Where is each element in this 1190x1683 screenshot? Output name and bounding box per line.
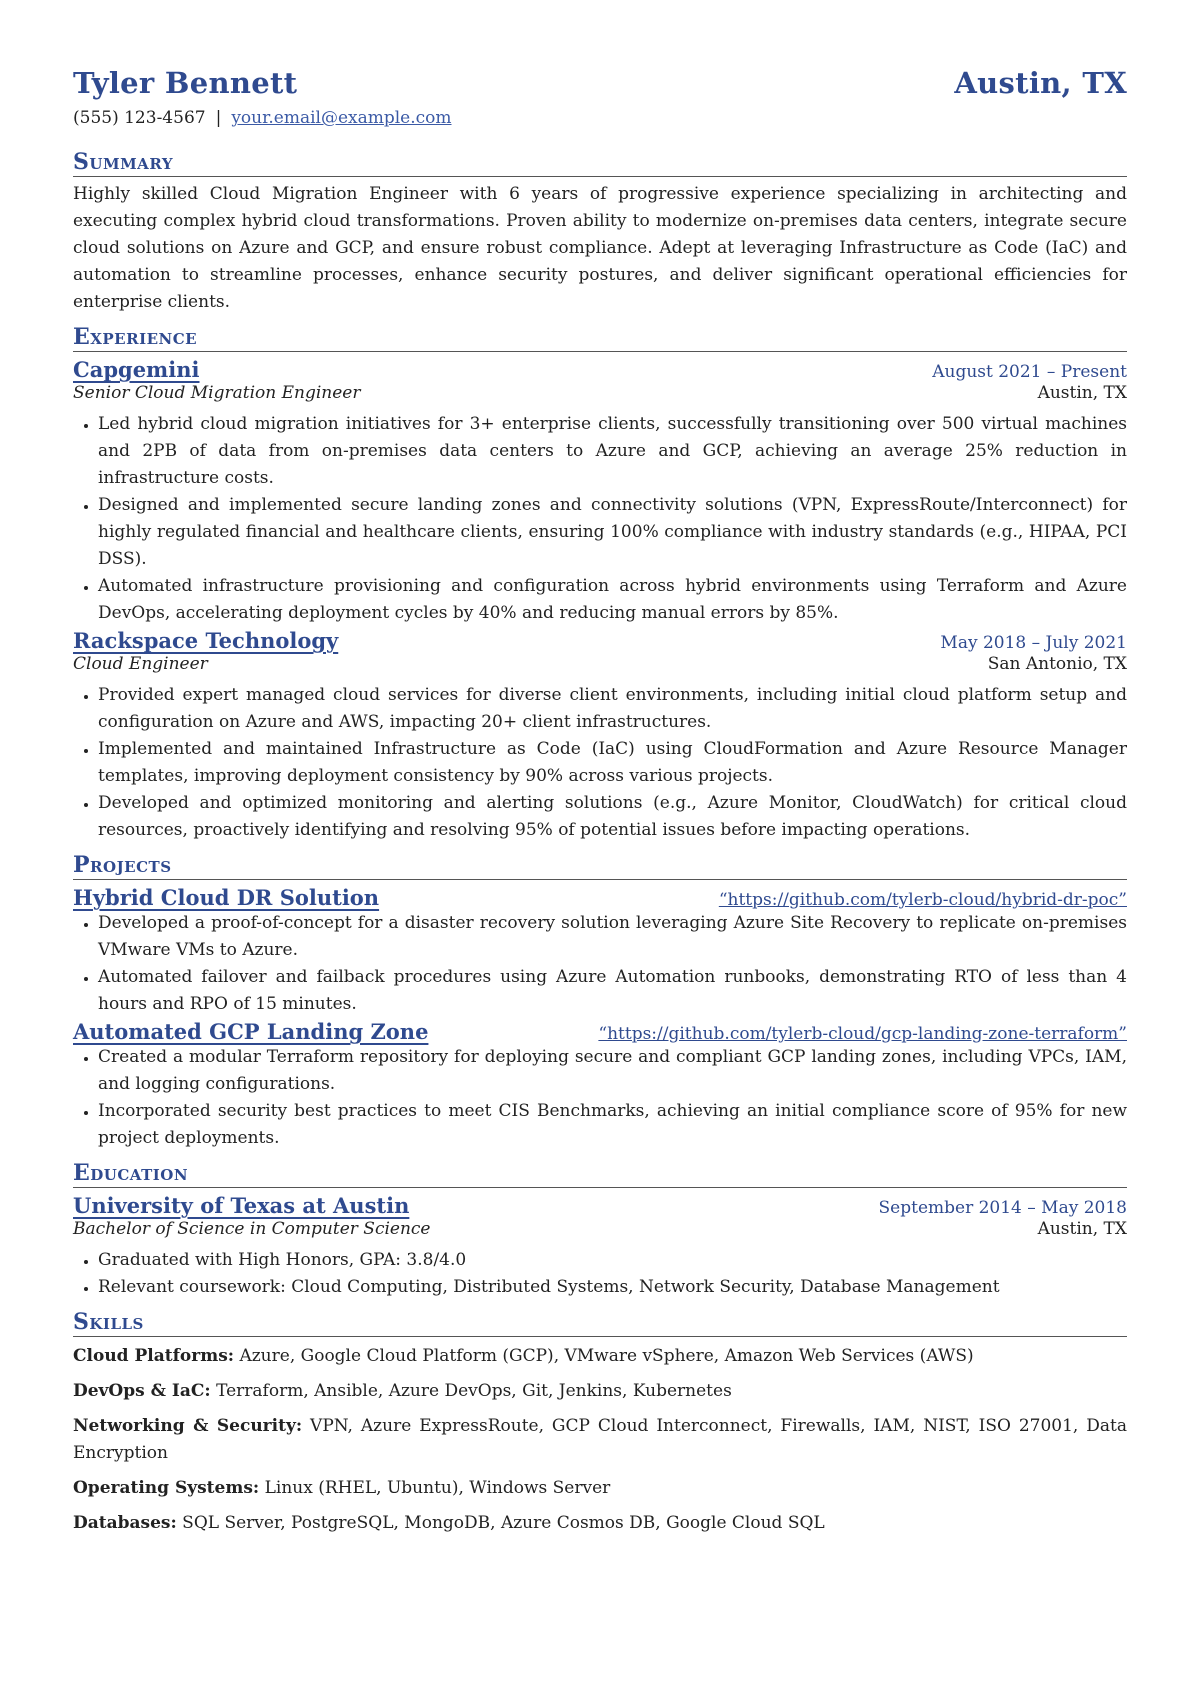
project-name: Hybrid Cloud DR Solution	[73, 885, 380, 910]
bullet-item: • Incorporated security best practices to meet CIS Benchmarks, achieving an initial compliance score of 95% for new project deployments.	[98, 1098, 1127, 1152]
skill-label: Cloud Platforms:	[73, 1346, 235, 1366]
project-link[interactable]: “https://github.com/tylerb-cloud/gcp-landing-zone-terraform”	[598, 1024, 1127, 1044]
project-bullets	[73, 1044, 1127, 1152]
company-name: Rackspace Technology	[73, 628, 339, 653]
resume-page	[73, 66, 1127, 1537]
skill-value: Azure, Google Cloud Platform (GCP), VMware vSphere, Amazon Web Services (AWS)	[239, 1346, 974, 1366]
bullet-item: • Graduated with High Honors, GPA: 3.8/4.0	[98, 1247, 1127, 1274]
project-name: Automated GCP Landing Zone	[73, 1019, 429, 1044]
section-title-experience: Experience	[73, 324, 1127, 352]
education-dates: September 2014 – May 2018	[878, 1198, 1127, 1218]
contact-line	[73, 108, 1127, 132]
job-location: Austin, TX	[1037, 383, 1127, 403]
education-entry	[73, 1193, 1127, 1301]
experience-section	[73, 324, 1127, 844]
resume-header	[73, 66, 1127, 106]
project-bullets	[73, 910, 1127, 1018]
bullet-item: • Automated failover and failback procedures using Azure Automation runbooks, demonstrating RTO of less than 4 hours and RPO of 15 minutes.	[98, 964, 1127, 1018]
education-bullets	[73, 1247, 1127, 1301]
job-entry-capgemini	[73, 357, 1127, 627]
section-title-education: Education	[73, 1160, 1127, 1188]
skill-label: Databases:	[73, 1513, 177, 1533]
project-entry	[73, 885, 1127, 1018]
candidate-location: Austin, TX	[954, 66, 1127, 100]
project-link[interactable]: “https://github.com/tylerb-cloud/hybrid-dr-poc”	[718, 890, 1127, 910]
skill-row	[73, 1378, 1127, 1405]
job-dates: August 2021 – Present	[932, 362, 1127, 382]
job-bullets	[73, 682, 1127, 844]
section-title-skills: Skills	[73, 1309, 1127, 1337]
degree: Bachelor of Science in Computer Science	[73, 1219, 431, 1239]
bullet-item: • Designed and implemented secure landing zones and connectivity solutions (VPN, ExpressRoute/Interconnect) for highly regulated financial and healthcare clients, ensuring 100% compliance with industry standards (e.g., HIPAA, PCI DSS).	[98, 492, 1127, 573]
skill-row	[73, 1510, 1127, 1537]
job-location: San Antonio, TX	[987, 654, 1127, 674]
skill-value: Linux (RHEL, Ubuntu), Windows Server	[264, 1478, 611, 1498]
bullet-item: • Led hybrid cloud migration initiatives for 3+ enterprise clients, successfully transitioning over 500 virtual machines and 2PB of data from on-premises data centers to Azure and GCP, achieving an average 25% reduction in infrastructure costs.	[98, 411, 1127, 492]
skill-row	[73, 1343, 1127, 1370]
phone-number: (555) 123-4567	[73, 108, 206, 128]
bullet-item: • Provided expert managed cloud services for diverse client environments, including initial cloud platform setup and configuration on Azure and AWS, impacting 20+ client infrastructures.	[98, 682, 1127, 736]
section-title-summary: Summary	[73, 149, 1127, 177]
skill-value: SQL Server, PostgreSQL, MongoDB, Azure Cosmos DB, Google Cloud SQL	[182, 1513, 825, 1533]
projects-section	[73, 852, 1127, 1152]
bullet-item: • Developed and optimized monitoring and alerting solutions (e.g., Azure Monitor, CloudWatch) for critical cloud resources, proactively identifying and resolving 95% of potential issues before impacting operations.	[98, 790, 1127, 844]
skill-label: Operating Systems:	[73, 1478, 260, 1498]
skill-row	[73, 1413, 1127, 1467]
skill-label: Networking & Security:	[73, 1416, 303, 1436]
email-link[interactable]: your.email@example.com	[231, 108, 452, 128]
job-bullets	[73, 411, 1127, 627]
education-location: Austin, TX	[1037, 1219, 1127, 1239]
bullet-item: • Automated infrastructure provisioning and configuration across hybrid environments using Terraform and Azure DevOps, accelerating deployment cycles by 40% and reducing manual errors by 85%.	[98, 573, 1127, 627]
bullet-item: • Implemented and maintained Infrastructure as Code (IaC) using CloudFormation and Azure Resource Manager templates, improving deployment consistency by 90% across various projects.	[98, 736, 1127, 790]
school-name: University of Texas at Austin	[73, 1193, 410, 1218]
job-role: Cloud Engineer	[73, 654, 208, 674]
summary-section	[73, 149, 1127, 316]
education-section	[73, 1160, 1127, 1301]
job-entry-rackspace	[73, 628, 1127, 844]
skill-value: Terraform, Ansible, Azure DevOps, Git, Jenkins, Kubernetes	[216, 1381, 732, 1401]
contact-separator: |	[215, 108, 222, 128]
skill-value: VPN, Azure ExpressRoute, GCP Cloud Interconnect, Firewalls, IAM, NIST, ISO 27001, Data Encryption	[73, 1416, 1128, 1463]
company-name: Capgemini	[73, 357, 200, 382]
skills-section	[73, 1309, 1127, 1537]
summary-text: Highly skilled Cloud Migration Engineer with 6 years of progressive experience specializing in architecting and executing complex hybrid cloud transformations. Proven ability to modernize on-premises data centers, integrate secure cloud solutions on Azure and GCP, and ensure robust compliance. Adept at leveraging Infrastructure as Code (IaC) and automation to streamline processes, enhance security postures, and deliver significant operational efficiencies for enterprise clients.	[73, 184, 1127, 312]
job-role: Senior Cloud Migration Engineer	[73, 383, 361, 403]
skill-label: DevOps & IaC:	[73, 1381, 211, 1401]
bullet-item: • Developed a proof-of-concept for a disaster recovery solution leveraging Azure Site Recovery to replicate on-premises VMware VMs to Azure.	[98, 910, 1127, 964]
candidate-name: Tyler Bennett	[73, 66, 298, 100]
project-entry	[73, 1019, 1127, 1152]
skill-row	[73, 1475, 1127, 1502]
bullet-item: • Relevant coursework: Cloud Computing, Distributed Systems, Network Security, Database Management	[98, 1274, 1127, 1301]
section-title-projects: Projects	[73, 852, 1127, 880]
bullet-item: • Created a modular Terraform repository for deploying secure and compliant GCP landing zones, including VPCs, IAM, and logging configurations.	[98, 1044, 1127, 1098]
job-dates: May 2018 – July 2021	[940, 633, 1127, 653]
